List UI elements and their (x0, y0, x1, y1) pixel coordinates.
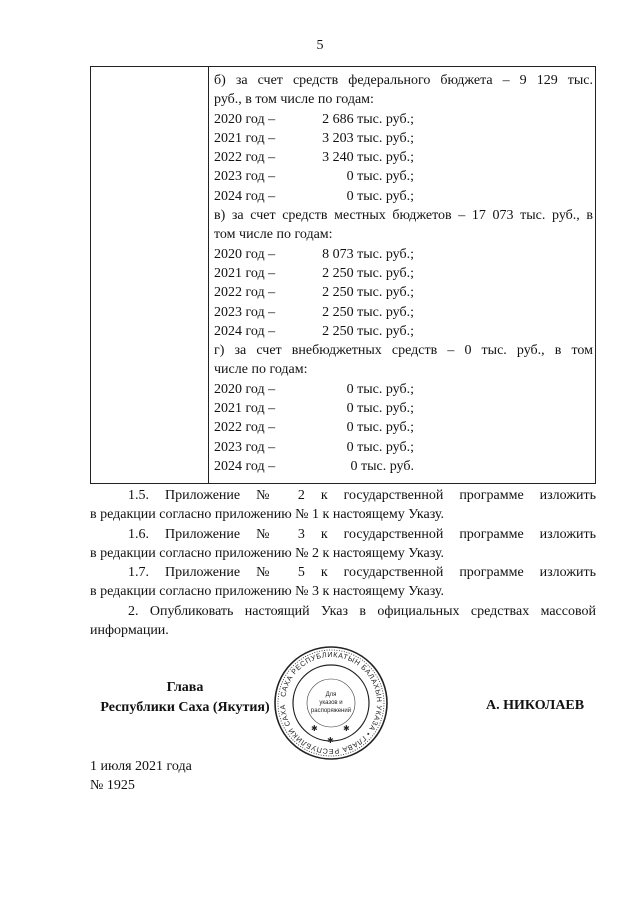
svg-text:указов и: указов и (319, 700, 343, 706)
amount-value: 0 тыс. руб.; (346, 188, 414, 204)
table-cell-funding (214, 71, 593, 476)
amount-value: 0 тыс. руб.; (346, 169, 414, 185)
year-amount-row (214, 264, 593, 283)
year-label: 2020 год – (214, 381, 276, 397)
amount-value: 3 240 тыс. руб.; (322, 150, 414, 166)
decree-item-line1: 2. Опубликовать настоящий Указ в официальных средствах массовой (128, 603, 596, 619)
year-amount-row (214, 148, 593, 167)
svg-text:✱: ✱ (343, 724, 350, 733)
year-label: 2020 год – (214, 246, 276, 262)
svg-text:✱: ✱ (311, 724, 318, 733)
amount-value: 2 250 тыс. руб.; (322, 265, 414, 281)
amount-value: 2 250 тыс. руб.; (322, 323, 414, 339)
table-text-line: г) за счет внебюджетных средств – 0 тыс. руб., в том (214, 343, 593, 359)
svg-text:САХА РЕСПУБЛИКАТЫН БАЛАХЫН УКА: САХА РЕСПУБЛИКАТЫН БАЛАХЫН УКАЗА • ГЛАВА РЕСПУБЛИКИ САХА (277, 649, 385, 757)
year-label: 2023 год – (214, 304, 276, 320)
decree-items (90, 486, 596, 640)
decree-number: № 1925 (90, 778, 135, 793)
decree-date: 1 июля 2021 года (90, 759, 192, 774)
official-seal (273, 645, 389, 761)
year-amount-row (214, 110, 593, 129)
year-label: 2023 год – (214, 439, 276, 455)
year-label: 2024 год – (214, 188, 276, 204)
year-label: 2021 год – (214, 130, 276, 146)
year-amount-row (214, 438, 593, 457)
year-amount-row (214, 283, 593, 302)
decree-date-block (90, 757, 192, 795)
signature-title (90, 678, 280, 718)
year-amount-row (214, 418, 593, 437)
decree-item-line2: в редакции согласно приложению № 1 к настоящему Указу. (90, 507, 445, 523)
year-label: 2020 год – (214, 111, 276, 127)
budget-table (90, 66, 596, 484)
year-label: 2022 год – (214, 285, 276, 301)
year-amount-row (214, 457, 593, 476)
amount-value: 3 203 тыс. руб.; (322, 130, 414, 146)
table-column-divider (208, 67, 209, 483)
year-label: 2021 год – (214, 265, 276, 281)
amount-value: 2 250 тыс. руб.; (322, 285, 414, 301)
signature-title-line1: Глава (166, 680, 204, 695)
year-label: 2024 год – (214, 458, 276, 474)
year-label: 2021 год – (214, 401, 276, 417)
decree-item-line1: 1.7. Приложение № 5 к государственной программе изложить (128, 565, 596, 581)
year-amount-row (214, 399, 593, 418)
table-text-line: б) за счет средств федерального бюджета – 9 129 тыс. (214, 73, 593, 88)
year-label: 2024 год – (214, 323, 276, 339)
amount-value: 0 тыс. руб.; (346, 439, 414, 455)
decree-item-line2: в редакции согласно приложению № 2 к настоящему Указу. (90, 545, 445, 561)
year-amount-row (214, 245, 593, 264)
amount-value: 8 073 тыс. руб.; (322, 246, 414, 262)
year-label: 2022 год – (214, 150, 276, 166)
svg-text:распоряжений: распоряжений (310, 708, 352, 714)
amount-value: 0 тыс. руб.; (346, 401, 414, 417)
amount-value: 0 тыс. руб.; (346, 381, 414, 397)
amount-value: 2 250 тыс. руб.; (322, 304, 414, 320)
amount-value: 0 тыс. руб.; (346, 420, 414, 436)
year-amount-row (214, 380, 593, 399)
page-number: 5 (316, 38, 324, 53)
decree-item-line2: информации. (90, 623, 169, 639)
amount-value: 0 тыс. руб. (350, 458, 414, 474)
year-label: 2022 год – (214, 420, 276, 436)
signature-name: А. НИКОЛАЕВ (486, 698, 585, 713)
svg-text:✱: ✱ (327, 736, 334, 745)
decree-item-line2: в редакции согласно приложению № 3 к настоящему Указу. (90, 584, 445, 600)
year-amount-row (214, 303, 593, 322)
table-text-line: руб., в том числе по годам: (214, 92, 374, 108)
seal-stamp-image (273, 645, 389, 761)
year-amount-row (214, 187, 593, 206)
year-amount-row (214, 322, 593, 341)
table-text-line: том числе по годам: (214, 227, 333, 243)
amount-value: 2 686 тыс. руб.; (322, 111, 414, 127)
decree-item-line1: 1.6. Приложение № 3 к государственной программе изложить (128, 526, 596, 542)
year-amount-row (214, 129, 593, 148)
year-amount-row (214, 167, 593, 186)
svg-text:Для: Для (325, 692, 337, 698)
decree-item-line1: 1.5. Приложение № 2 к государственной программе изложить (128, 488, 596, 503)
year-label: 2023 год – (214, 169, 276, 185)
signature-title-line2: Республики Саха (Якутия) (100, 700, 270, 715)
table-text-line: в) за счет средств местных бюджетов – 17 073 тыс. руб., в (214, 208, 593, 224)
table-text-line: числе по годам: (214, 362, 308, 378)
